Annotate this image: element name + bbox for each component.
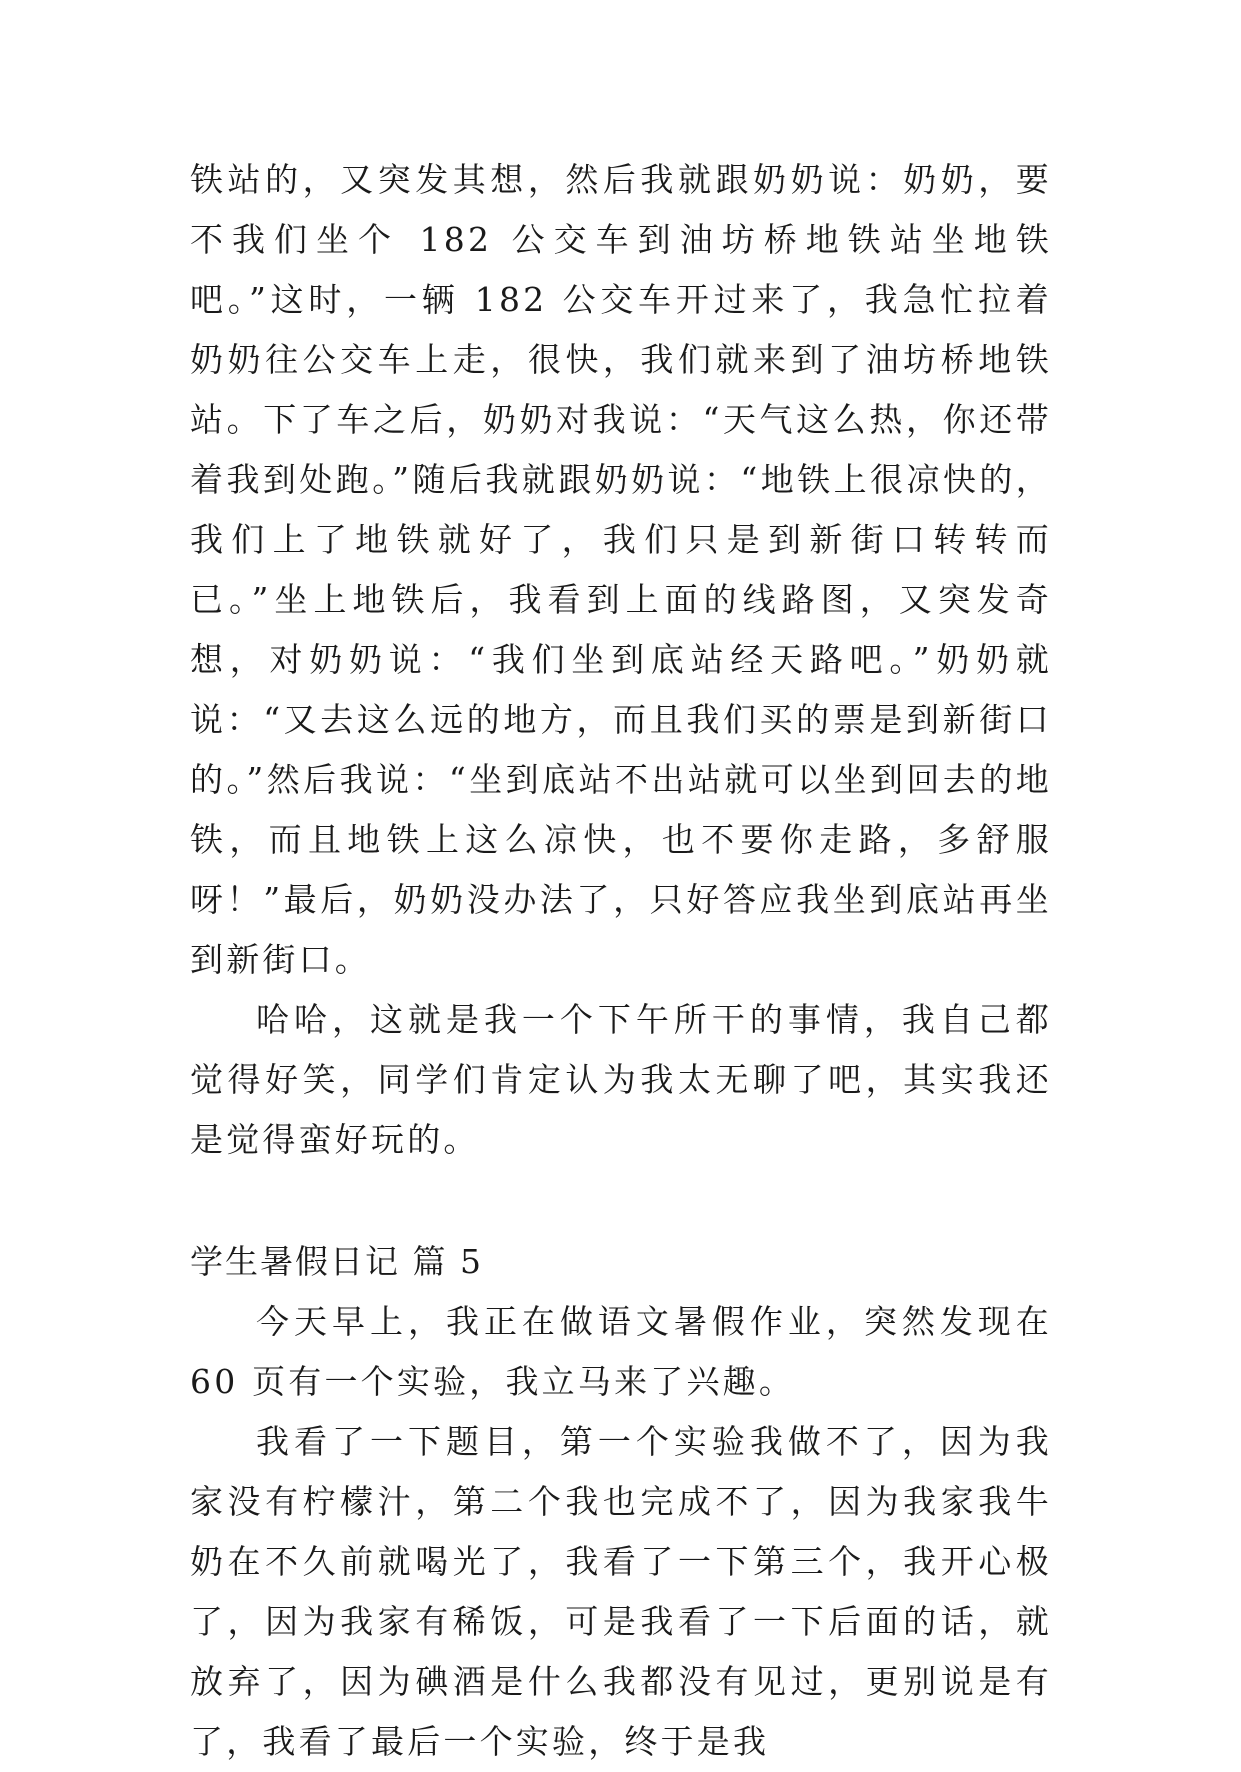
paragraph-continuation: 铁站的，又突发其想，然后我就跟奶奶说：奶奶，要不我们坐个 182 公交车到油坊桥地铁站坐地铁吧。”这时，一辆 182 公交车开过来了，我急忙拉着奶奶往公交车上走，很快，我们就来到了油坊桥地铁站。下了车之后，奶奶对我说：“天气这么热，你还带着我到处跑。”随后我就跟奶奶说：“地铁上很凉快的，我们上了地铁就好了，我们只是到新街口转转而已。”坐上地铁后，我看到上面的线路图，又突发奇想，对奶奶说：“我们坐到底站经天路吧。”奶奶就说：“又去这么远的地方，而且我们买的票是到新街口的。”然后我说：“坐到底站不出站就可以坐到回去的地铁，而且地铁上这么凉快，也不要你走路，多舒服呀！”最后，奶奶没办法了，只好答应我坐到底站再坐到新街口。 <box>190 160 1052 979</box>
paragraph-closing: 哈哈，这就是我一个下午所干的事情，我自己都觉得好笑，同学们肯定认为我太无聊了吧，其实我还是觉得蛮好玩的。 <box>190 1000 1052 1159</box>
section-paragraph-2: 我看了一下题目，第一个实验我做不了，因为我家没有柠檬汁，第二个我也完成不了，因为我家我牛奶在不久前就喝光了，我看了一下第三个，我开心极了，因为我家有稀饭，可是我看了一下后面的话，就放弃了，因为碘酒是什么我都没有见过，更别说是有了，我看了最后一个实验，终于是我 <box>190 1422 1052 1761</box>
section-paragraph-1: 今天早上，我正在做语文暑假作业，突然发现在 60 页有一个实验，我立马来了兴趣。 <box>190 1302 1052 1401</box>
section-heading: 学生暑假日记 篇 5 <box>190 1242 483 1281</box>
document-body <box>190 150 1052 1772</box>
